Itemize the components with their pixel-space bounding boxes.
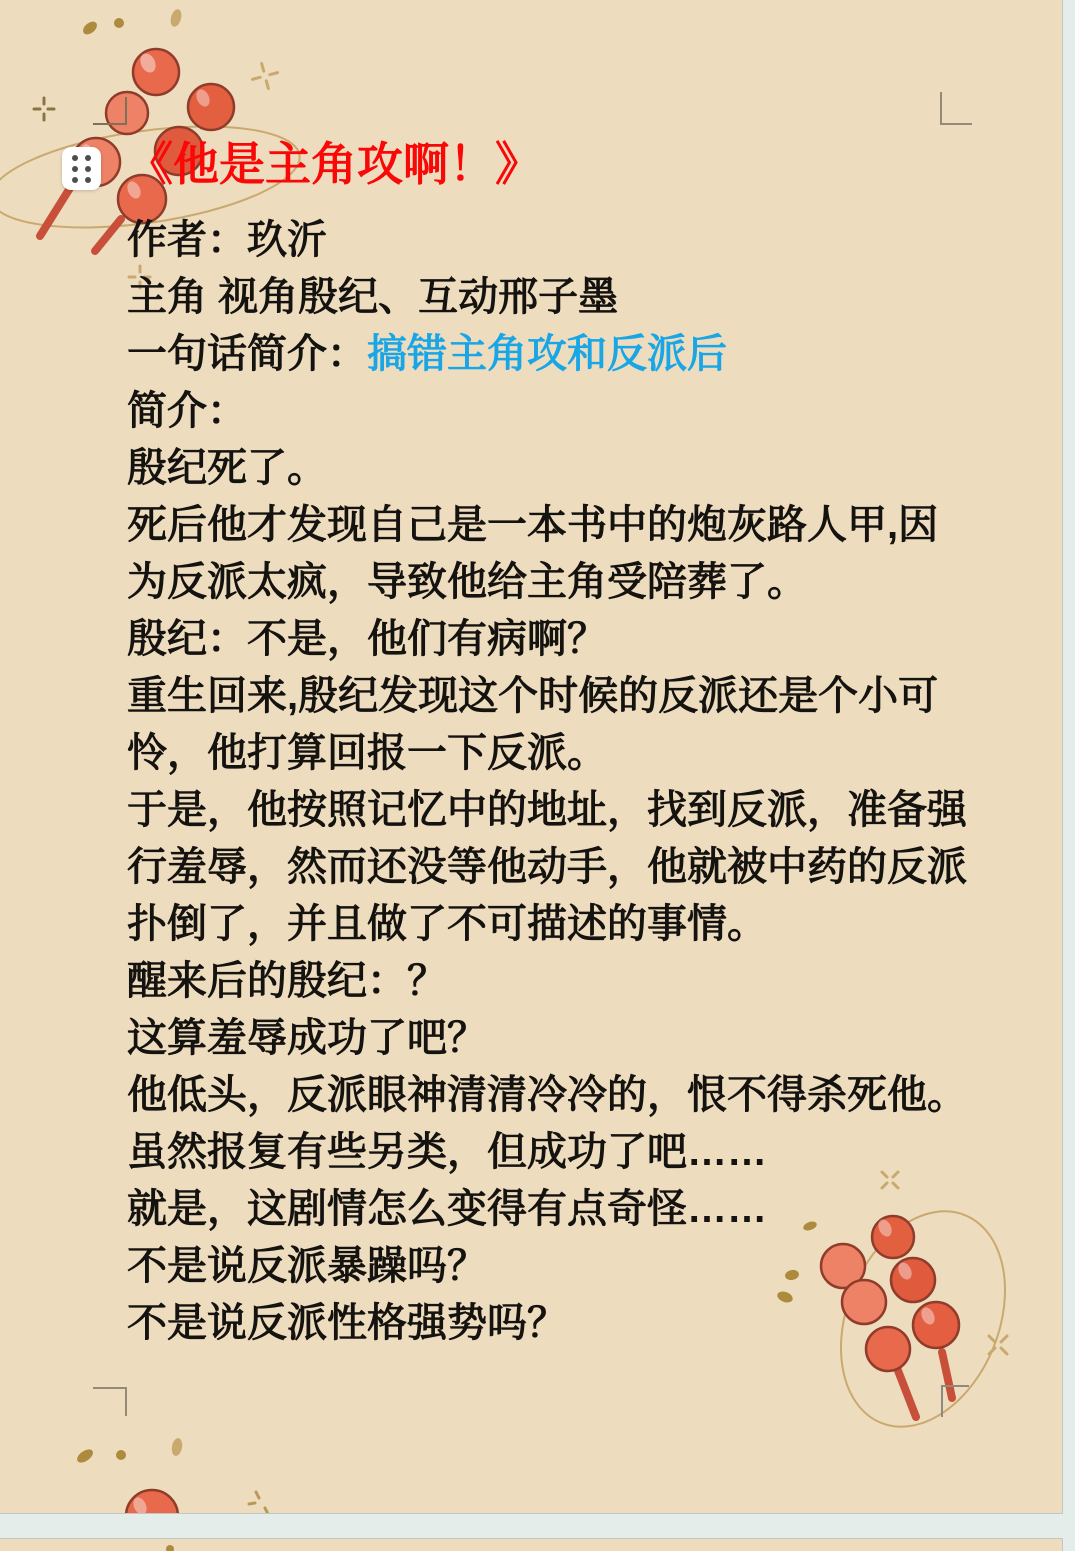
text-line: 重生回来,殷纪发现这个时候的反派还是个小可 <box>127 674 939 718</box>
text-line: 他低头，反派眼神清清冷冷的，恨不得杀死他。 <box>127 1073 967 1117</box>
drag-handle-icon[interactable] <box>62 147 101 190</box>
roles-line: 主角 视角殷纪、互动邢子墨 <box>127 275 619 319</box>
corner-mark-bottom-right <box>941 1385 969 1417</box>
text-line: 于是，他按照记忆中的地址，找到反派，准备强 <box>127 788 967 832</box>
text-line: 为反派太疯，导致他给主角受陪葬了。 <box>127 560 807 604</box>
author-line: 作者：玖沂 <box>127 218 327 262</box>
body-lines <box>127 383 1007 1352</box>
corner-mark-top-left <box>93 97 127 125</box>
text-line: 死后他才发现自己是一本书中的炮灰路人甲,因 <box>127 503 939 547</box>
one-line-intro-label: 一句话简介： <box>127 332 367 376</box>
text-line: 怜，他打算回报一下反派。 <box>127 731 607 775</box>
text-line: 虽然报复有些另类，但成功了吧…… <box>127 1130 767 1174</box>
document-content <box>127 136 1007 1352</box>
page-title: 《他是主角攻啊！》 <box>127 138 541 190</box>
one-line-intro-highlight: 搞错主角攻和反派后 <box>367 332 727 376</box>
tanghulu-ball-bottom-left <box>60 1430 300 1514</box>
one-line-intro <box>127 326 1007 383</box>
text-line: 殷纪：不是，他们有病啊？ <box>127 617 607 661</box>
text-line: 行羞辱，然而还没等他动手，他就被中药的反派 <box>127 845 967 889</box>
corner-mark-top-right <box>940 92 972 125</box>
text-line: 简介： <box>127 389 247 433</box>
text-line: 醒来后的殷纪：？ <box>127 959 447 1003</box>
text-line: 不是说反派暴躁吗？ <box>127 1244 487 1288</box>
text-line: 就是，这剧情怎么变得有点奇怪…… <box>127 1187 767 1231</box>
next-page-edge <box>0 1538 1063 1551</box>
text-line: 这算羞辱成功了吧？ <box>127 1016 487 1060</box>
seed-dot <box>160 1543 180 1551</box>
text-line: 扑倒了，并且做了不可描述的事情。 <box>127 902 767 946</box>
corner-mark-bottom-left <box>93 1387 127 1416</box>
text-line: 不是说反派性格强势吗？ <box>127 1301 567 1345</box>
text-line: 殷纪死了。 <box>127 446 327 490</box>
